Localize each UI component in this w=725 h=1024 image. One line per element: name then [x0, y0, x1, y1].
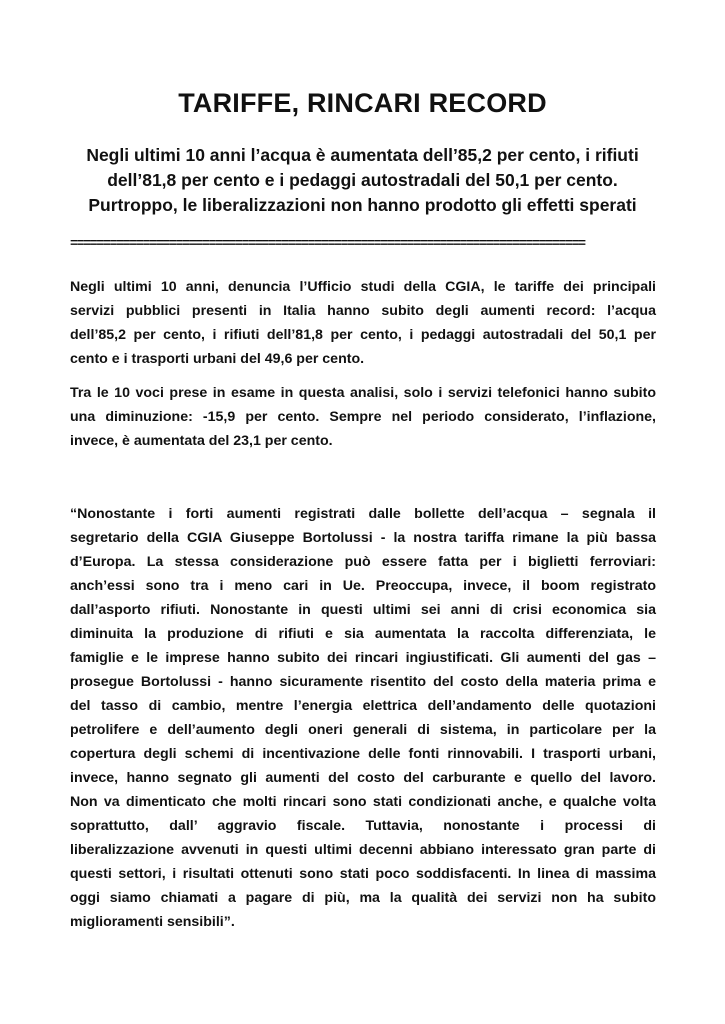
paragraph-line: liberalizzazione avvenuti in questi ultimi decenni abbiano interessato gran parte di: [70, 842, 656, 858]
subtitle-line: Negli ultimi 10 anni l’acqua è aumentata dell’85,2 per cento, i rifiuti: [86, 145, 639, 165]
paragraph-line: del tasso di cambio, mentre l’energia elettrica dell’andamento delle quotazioni: [70, 698, 656, 714]
paragraph-line: servizi pubblici presenti in Italia hanno subito degli aumenti record: l’acqua: [70, 303, 656, 319]
paragraph-line: una diminuzione: -15,9 per cento. Sempre nel periodo considerato, l’inflazione,: [70, 409, 656, 425]
paragraph-telefonici: [70, 381, 656, 453]
separator-line: ==============================================================================: [70, 237, 585, 251]
paragraph-line: miglioramenti sensibili”.: [70, 914, 235, 930]
paragraph-line: d’Europa. La stessa considerazione può essere fatta per i biglietti ferroviari:: [70, 554, 656, 570]
paragraph-line: petrolifere e dell’aumento degli oneri generali di sistema, in particolare per la: [70, 722, 656, 738]
paragraph-line: Non va dimenticato che molti rincari sono stati condizionati anche, e qualche volta: [70, 794, 656, 810]
paragraph-line: diminuita la produzione di rifiuti e sia aumentata la raccolta differenziata, le: [70, 626, 656, 642]
paragraph-line: anch’essi sono tra i meno cari in Ue. Preoccupa, invece, il boom registrato: [70, 578, 656, 594]
paragraph-line: copertura degli schemi di incentivazione delle fonti rinnovabili. I trasporti urbani,: [70, 746, 656, 762]
paragraph-line: invece, hanno segnato gli aumenti del costo del carburante e quello del lavoro.: [70, 770, 656, 786]
subtitle-line: Purtroppo, le liberalizzazioni non hanno prodotto gli effetti sperati: [88, 195, 637, 215]
document-title: TARIFFE, RINCARI RECORD: [178, 88, 547, 118]
paragraph-line: questi settori, i risultati ottenuti sono stati poco soddisfacenti. In linea di massima: [70, 866, 656, 882]
document-subtitle: [60, 143, 665, 218]
paragraph-line: famiglie e le imprese hanno subito dei rincari ingiustificati. Gli aumenti del gas –: [70, 650, 656, 666]
paragraph-line: Negli ultimi 10 anni, denuncia l’Ufficio studi della CGIA, le tariffe dei principali: [70, 279, 656, 295]
paragraph-line: segretario della CGIA Giuseppe Bortolussi - la nostra tariffa rimane la più bassa: [70, 530, 656, 546]
paragraph-line: soprattutto, dall’ aggravio fiscale. Tuttavia, nonostante i processi di: [70, 818, 656, 834]
paragraph-quote: [70, 502, 656, 934]
paragraph-line: prosegue Bortolussi - hanno sicuramente risentito del costo della materia prima e: [70, 674, 656, 690]
paragraph-line: cento e i trasporti urbani del 49,6 per cento.: [70, 351, 365, 367]
paragraph-line: dell’85,2 per cento, i rifiuti dell’81,8 per cento, i pedaggi autostradali del 50,1 per: [70, 327, 656, 343]
paragraph-line: “Nonostante i forti aumenti registrati dalle bollette dell’acqua – segnala il: [70, 506, 656, 522]
subtitle-line: dell’81,8 per cento e i pedaggi autostradali del 50,1 per cento.: [107, 170, 618, 190]
paragraph-line: Tra le 10 voci prese in esame in questa analisi, solo i servizi telefonici hanno subito: [70, 385, 656, 401]
paragraph-line: dall’asporto rifiuti. Nonostante in questi ultimi sei anni di crisi economica sia: [70, 602, 656, 618]
paragraph-intro: [70, 275, 656, 371]
paragraph-line: invece, è aumentata del 23,1 per cento.: [70, 433, 333, 449]
paragraph-line: oggi siamo chiamati a pagare di più, ma la qualità dei servizi non ha subito: [70, 890, 656, 906]
